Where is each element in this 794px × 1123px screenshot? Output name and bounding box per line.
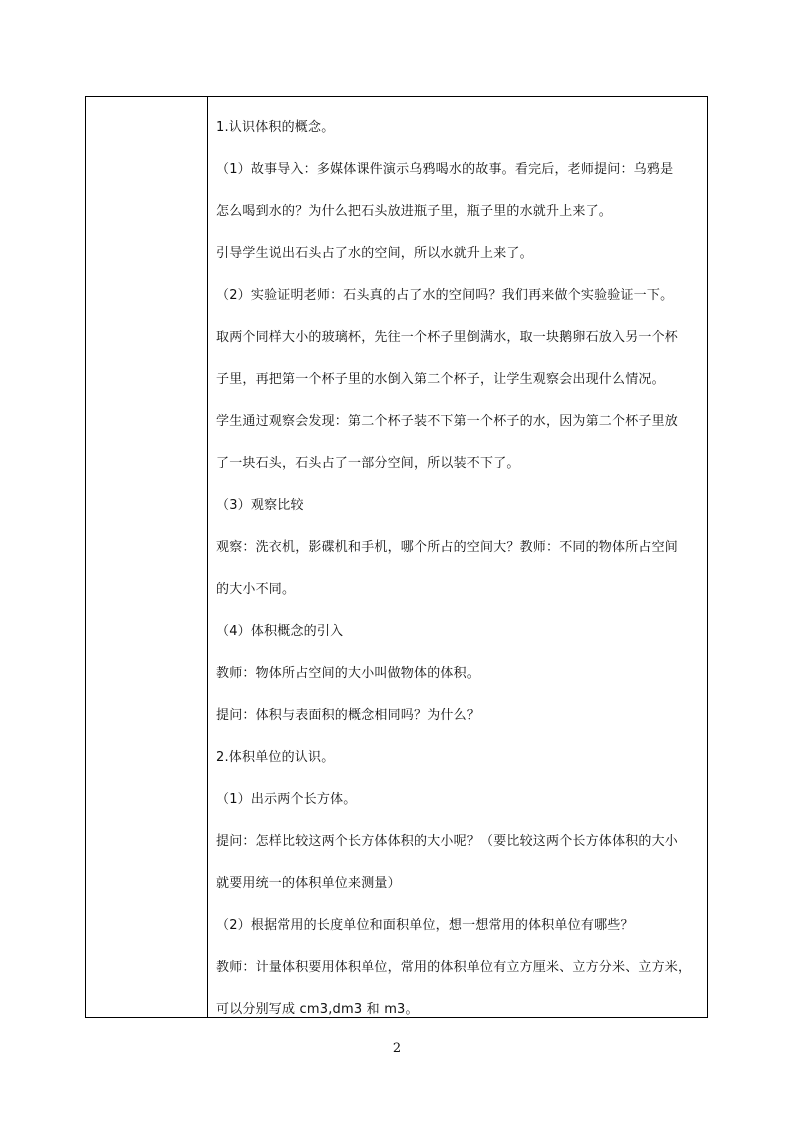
text-line: 观察：洗衣机，影碟机和手机，哪个所占的空间大？教师：不同的物体所占空间 <box>216 540 679 555</box>
text-line: 就要用统一的体积单位来测量） <box>216 876 401 891</box>
text-line: （4）体积概念的引入 <box>216 624 344 639</box>
text-line: 提问：怎样比较这两个长方体体积的大小呢？（要比较这两个长方体体积的大小 <box>216 834 679 849</box>
page-number: 2 <box>392 1041 402 1056</box>
lesson-table <box>85 96 708 1018</box>
text-line: 的大小不同。 <box>216 582 296 597</box>
text-line: （2）实验证明老师：石头真的占了水的空间吗？我们再来做个实验验证一下。 <box>216 288 674 303</box>
text-line: 了一块石头，石头占了一部分空间，所以装不下了。 <box>216 456 520 471</box>
text-line: 可以分别写成 cm3,dm3 和 m3。 <box>216 1002 419 1017</box>
text-line: 提问：体积与表面积的概念相同吗？为什么？ <box>216 708 481 723</box>
text-line: 教师：计量体积要用体积单位，常用的体积单位有立方厘米、立方分米、立方米， <box>216 960 692 975</box>
text-line: 1.认识体积的概念。 <box>216 120 335 135</box>
text-line: 子里，再把第一个杯子里的水倒入第二个杯子，让学生观察会出现什么情况。 <box>216 372 665 387</box>
text-line: 引导学生说出石头占了水的空间，所以水就升上来了。 <box>216 246 533 261</box>
table-left-cell <box>86 97 208 1017</box>
text-line: （3）观察比较 <box>216 498 304 513</box>
text-line: （1）故事导入：多媒体课件演示乌鸦喝水的故事。看完后，老师提问：乌鸦是 <box>216 162 674 177</box>
text-line: 取两个同样大小的玻璃杯，先往一个杯子里倒满水，取一块鹅卵石放入另一个杯 <box>216 330 679 345</box>
text-line: 怎么喝到水的？为什么把石头放进瓶子里，瓶子里的水就升上来了。 <box>216 204 613 219</box>
text-line: 2.体积单位的认识。 <box>216 750 335 765</box>
text-line: 教师：物体所占空间的大小叫做物体的体积。 <box>216 666 481 681</box>
table-content-cell <box>208 97 707 1017</box>
text-line: 学生通过观察会发现：第二个杯子装不下第一个杯子的水，因为第二个杯子里放 <box>216 414 679 429</box>
text-line: （2）根据常用的长度单位和面积单位，想一想常用的体积单位有哪些？ <box>216 918 634 933</box>
text-line: （1）出示两个长方体。 <box>216 792 357 807</box>
